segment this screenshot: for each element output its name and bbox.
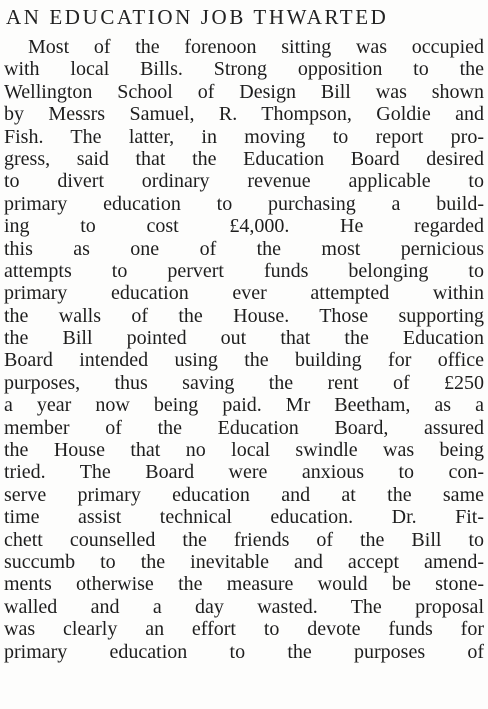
article-line: primary education to purchasing a build- [4, 192, 484, 215]
article-line: Board intended using the building for office [4, 349, 484, 372]
article-line: ing to cost £4,000. He regarded [4, 215, 484, 238]
article-line: succumb to the inevitable and accept amend- [4, 550, 484, 573]
article-line: gress, said that the Education Board desired [4, 147, 484, 170]
article-line: member of the Education Board, assured [4, 416, 484, 439]
article-line: Most of the forenoon sitting was occupied [28, 36, 484, 58]
article-line: this as one of the most pernicious [4, 237, 484, 260]
article-line: a year now being paid. Mr Beetham, as a [4, 394, 484, 417]
article-line: to divert ordinary revenue applicable to [4, 170, 484, 193]
article-line: Fish. The latter, in moving to report pro- [4, 125, 484, 148]
article-line: serve primary education and at the same [4, 483, 484, 506]
article-line: by Messrs Samuel, R. Thompson, Goldie and [4, 103, 484, 126]
article-line: ments otherwise the measure would be stone- [4, 573, 484, 596]
article-line: walled and a day wasted. The proposal [4, 595, 484, 618]
article-line: chett counselled the friends of the Bill to [4, 528, 484, 551]
article-line: primary education to the purposes of [4, 640, 484, 663]
article-line: time assist technical education. Dr. Fit- [4, 506, 484, 529]
article-line: with local Bills. Strong opposition to the [4, 58, 484, 81]
article-line: was clearly an effort to devote funds for [4, 618, 484, 641]
article-line: primary education ever attempted within [4, 282, 484, 305]
article-body [4, 36, 484, 663]
article-line: purposes, thus saving the rent of £250 [4, 371, 484, 394]
article-line: tried. The Board were anxious to con- [4, 461, 484, 484]
article-line: the House that no local swindle was being [4, 439, 484, 462]
article-headline: AN EDUCATION JOB THWARTED [6, 5, 389, 29]
article-line: attempts to pervert funds belonging to [4, 259, 484, 282]
article-line: Wellington School of Design Bill was shown [4, 80, 484, 103]
article-line: the walls of the House. Those supporting [4, 304, 484, 327]
article-line: the Bill pointed out that the Education [4, 327, 484, 350]
